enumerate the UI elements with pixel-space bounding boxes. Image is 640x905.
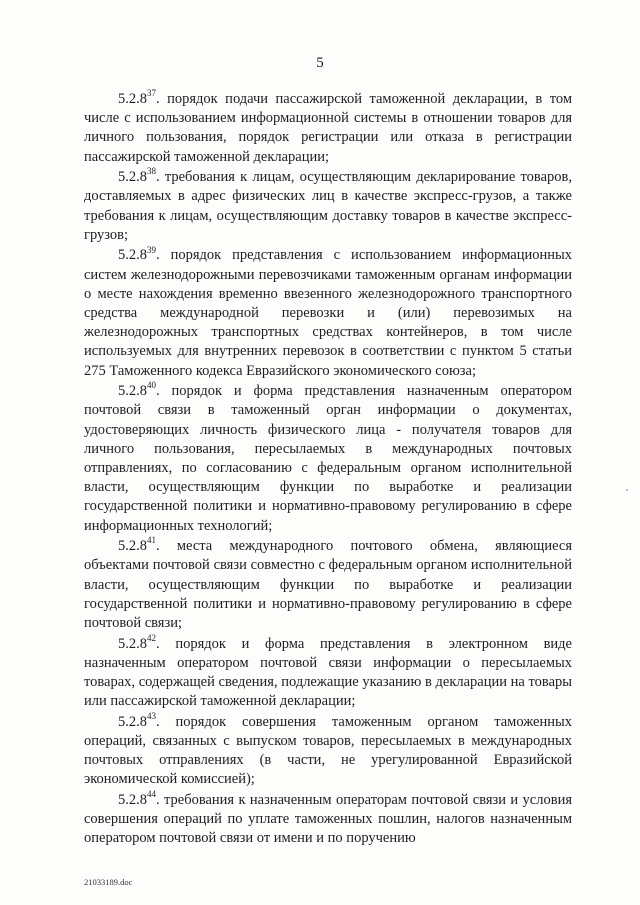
paragraph-5-2-8-40 — [84, 382, 572, 536]
clause-superscript: 42 — [147, 632, 156, 643]
clause-superscript: 43 — [147, 711, 156, 722]
clause-text: . порядок и форма представления в электронном виде назначенным оператором почтовой связи информации о пересылаемых товарах, содержащей сведения, подлежащие указанию в декларации на товары или пассажирской таможенной декларации; — [84, 635, 572, 710]
clause-number: 5.2.8 — [118, 247, 147, 264]
clause-number: 5.2.8 — [118, 91, 147, 107]
paragraph-5-2-8-37 — [84, 90, 572, 167]
clause-superscript: 41 — [147, 535, 156, 546]
clause-text: . порядок представления с использованием информационных систем железнодорожными перевозчиками таможенным органам информации о месте нахождения временно ввезенного железнодорожного транспортного средства международной перевозки и (или) перевозимых на железнодорожных транспортных средствах контейнеров, в том числе используемых для внутренних перевозок в соответствии с пунктом 5 статьи 275 Таможенного кодекса Евразийского экономического союза; — [84, 247, 572, 379]
clause-superscript: 38 — [147, 166, 156, 177]
paragraph-5-2-8-43 — [84, 713, 572, 790]
clause-number: 5.2.8 — [118, 713, 147, 730]
footer-document-code: 21033189.doc — [84, 877, 133, 887]
clause-text: . места международного почтового обмена, являющиеся объектами почтовой связи совместно с федеральным органом исполнительной власти, осуществляющим функции по выработке и реализации государственной политики и нормативно-правовому регулированию в сфере почтовой связи; — [84, 538, 572, 632]
clause-number: 5.2.8 — [118, 635, 147, 652]
page-number: 5 — [316, 55, 324, 71]
clause-superscript: 44 — [147, 789, 156, 800]
paragraph-5-2-8-42 — [84, 632, 572, 712]
clause-number: 5.2.8 — [118, 383, 147, 400]
margin-mark: , — [626, 483, 628, 492]
clause-superscript: 37 — [147, 88, 156, 99]
clause-text: . требования к назначенным операторам почтовой связи и условия совершения операций по уплате таможенных пошлин, налогов назначенным оператором почтовой связи от имени и по поручению — [84, 792, 572, 847]
clause-text: . требования к лицам, осуществляющим декларирование товаров, доставляемых в адрес физических лиц в качестве экспресс-грузов, а также требования к лицам, осуществляющим доставку товаров в качестве экспресс-грузов; — [84, 169, 572, 243]
paragraph-5-2-8-44 — [84, 791, 572, 849]
clause-number: 5.2.8 — [118, 169, 147, 186]
paragraph-5-2-8-41 — [84, 537, 572, 633]
clause-text: . порядок совершения таможенным органом таможенных операций, связанных с выпуском товаров, пересылаемых в международных почтовых отправлениях (в части, не урегулированной Евразийской экономической комиссией); — [84, 713, 572, 788]
paragraph-5-2-8-39 — [84, 246, 572, 380]
clause-number: 5.2.8 — [118, 792, 147, 809]
clause-superscript: 40 — [147, 380, 156, 391]
body-text — [84, 90, 572, 850]
clause-superscript: 39 — [147, 244, 156, 255]
clause-text: . порядок подачи пассажирской таможенной декларации, в том числе с использованием информационной системы в отношении товаров для личного пользования, порядок регистрации или отказа в регистрации пассажирской таможенной декларации; — [84, 91, 572, 165]
paragraph-5-2-8-38 — [84, 168, 572, 245]
clause-text: . порядок и форма представления назначенным оператором почтовой связи в таможенный орган информации о документах, удостоверяющих личность физического лица - получателя товаров для личного пользования, пересылаемых в международных почтовых отправлениях, по согласованию с федеральным органом исполнительной власти, осуществляющим функции по выработке и реализации государственной политики и нормативно-правовому регулированию в сфере информационных технологий; — [84, 383, 572, 534]
clause-number: 5.2.8 — [118, 538, 147, 555]
